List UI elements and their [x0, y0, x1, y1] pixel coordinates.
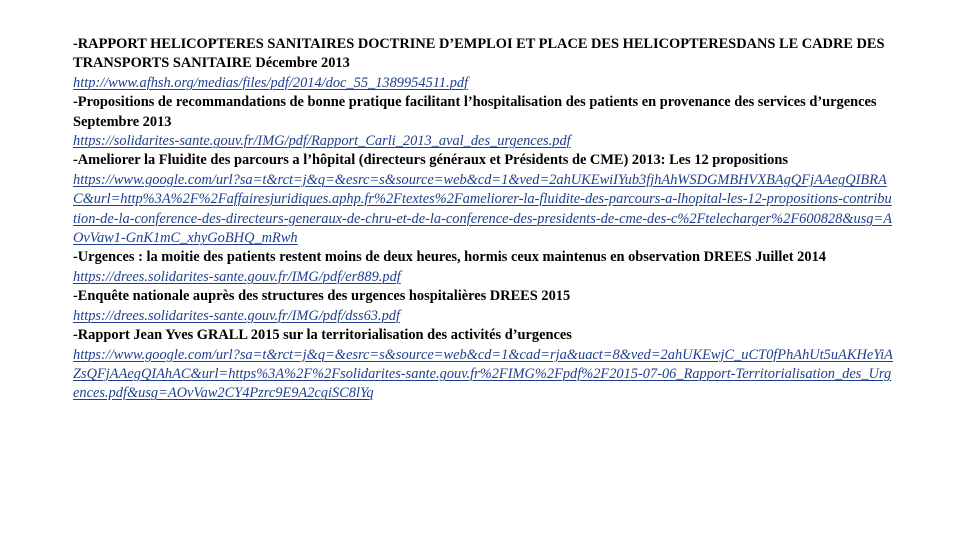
reference-link[interactable]: http://www.afhsh.org/medias/files/pdf/2014/doc_55_1389954511.pdf	[73, 74, 469, 91]
reference-entry	[73, 93, 893, 151]
reference-list	[73, 35, 893, 404]
reference-entry	[73, 248, 893, 287]
reference-link[interactable]: https://drees.solidarites-sante.gouv.fr/IMG/pdf/er889.pdf	[73, 268, 401, 285]
reference-link[interactable]: https://www.google.com/url?sa=t&rct=j&q=&esrc=s&source=web&cd=1&ved=2ahUKEwiIYub3fjhAhWSDGMBHVXBAgQFjAAegQIBRAC&url=http%3A%2F%2Faffairesjuridiques.aphp.fr%2Ftextes%2Fameliorer-la-fluidite-des-parcours-a-lhopital-les-12-propositions-contribution-de-la-conference-des-directeurs-generaux-de-chru-et-de-la-conference-des-presidents-de-cme-des-c%2Ftelecharger%2F600828&usg=AOvVaw1-GnK1mC_xhyGoBHQ_mRwh	[73, 171, 892, 247]
reference-title: -Urgences : la moitie des patients restent moins de deux heures, hormis ceux maintenus en observation DREES Juillet 2014	[73, 249, 826, 266]
reference-entry	[73, 287, 893, 326]
reference-title: -Enquête nationale auprès des structures des urgences hospitalières DREES 2015	[73, 288, 571, 305]
reference-title: -Rapport Jean Yves GRALL 2015 sur la territorialisation des activités d’urgences	[73, 327, 572, 344]
reference-entry	[73, 326, 893, 404]
reference-title: -Propositions de recommandations de bonne pratique facilitant l’hospitalisation des patients en provenance des services d’urgences Septembre 2013	[73, 94, 877, 130]
reference-title: -RAPPORT HELICOPTERES SANITAIRES DOCTRINE D’EMPLOI ET PLACE DES HELICOPTERESDANS LE CADRE DES TRANSPORTS SANITAIRE Décembre 2013	[73, 36, 885, 72]
reference-link[interactable]: https://drees.solidarites-sante.gouv.fr/IMG/pdf/dss63.pdf	[73, 307, 400, 324]
reference-entry	[73, 151, 893, 248]
reference-title: -Ameliorer la Fluidite des parcours a l’hôpital (directeurs généraux et Présidents de CME) 2013: Les 12 propositions	[73, 152, 788, 169]
reference-entry	[73, 35, 893, 93]
reference-link[interactable]: https://www.google.com/url?sa=t&rct=j&q=&esrc=s&source=web&cd=1&cad=rja&uact=8&ved=2ahUKEwjC_uCT0fPhAhUt5uAKHeYiAZsQFjAAegQIAhAC&url=https%3A%2F%2Fsolidarites-sante.gouv.fr%2FIMG%2Fpdf%2F2015-07-06_Rapport-Territorialisation_des_Urgences.pdf&usg=AOvVaw2CY4Pzrc9E9A2cgiSC8lYq	[73, 346, 893, 402]
reference-link[interactable]: https://solidarites-sante.gouv.fr/IMG/pdf/Rapport_Carli_2013_aval_des_urgences.pdf	[73, 133, 571, 150]
